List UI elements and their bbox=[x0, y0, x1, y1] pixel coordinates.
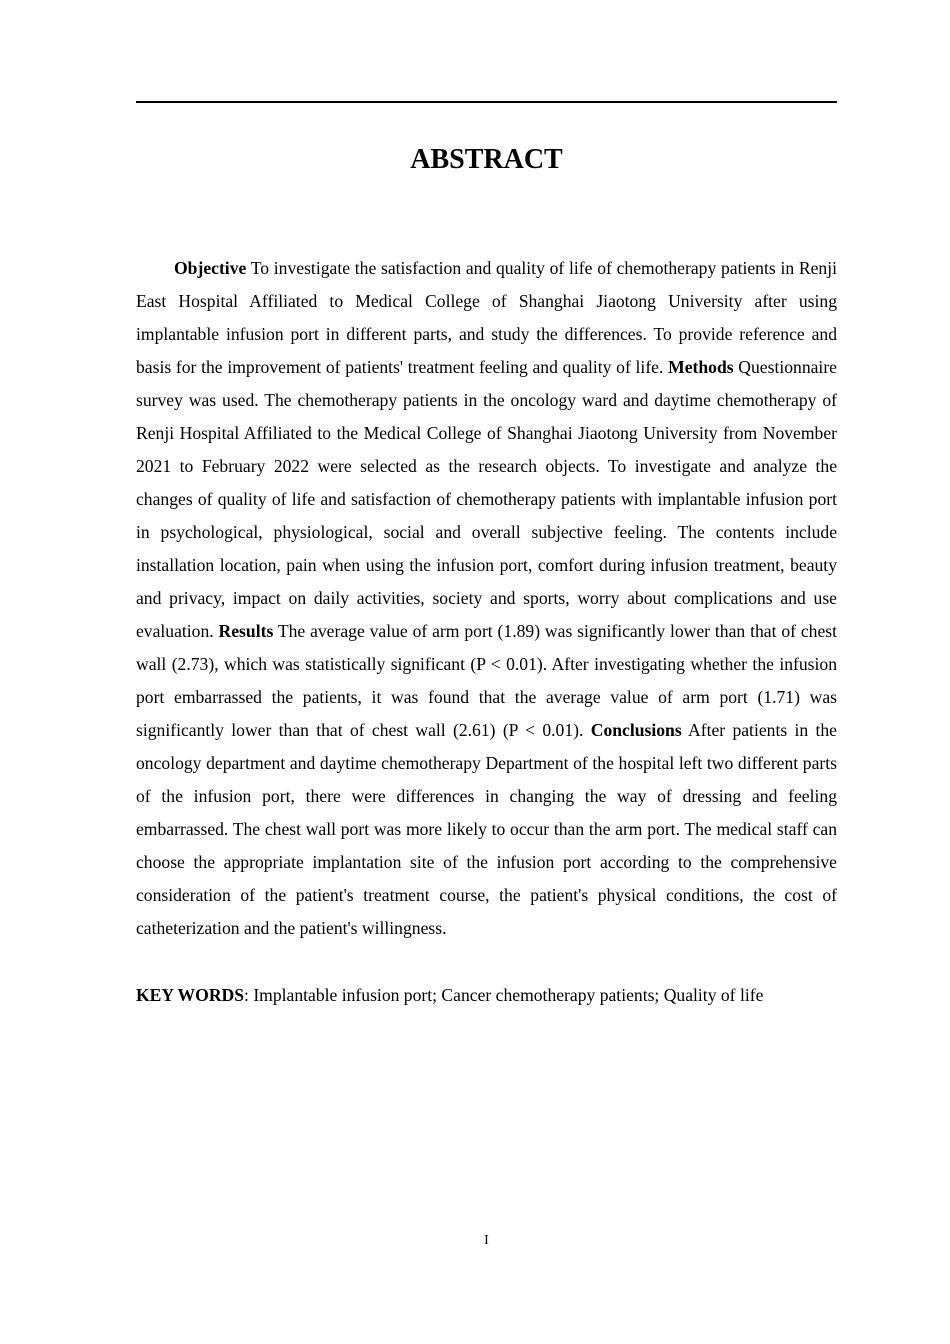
abstract-paragraph bbox=[136, 252, 837, 945]
methods-text: Questionnaire survey was used. The chemotherapy patients in the oncology ward and daytime chemotherapy of Renji Hospital Affiliated to the Medical College of Shanghai Jiaotong University from November 2021 to February 2022 were selected as the research objects. To investigate and analyze the changes of quality of life and satisfaction of chemotherapy patients with implantable infusion port in psychological, physiological, social and overall subjective feeling. The contents include installation location, pain when using the infusion port, comfort during infusion treatment, beauty and privacy, impact on daily activities, society and sports, worry about complications and use evaluation. bbox=[136, 357, 837, 641]
header-rule bbox=[136, 101, 837, 103]
conclusions-text: After patients in the oncology department and daytime chemotherapy Department of the hospital left two different parts of the infusion port, there were differences in changing the way of dressing and feeling embarrassed. The chest wall port was more likely to occur than the arm port. The medical staff can choose the appropriate implantation site of the infusion port according to the comprehensive consideration of the patient's treatment course, the patient's physical conditions, the cost of catheterization and the patient's willingness. bbox=[136, 720, 837, 938]
results-label: Results bbox=[218, 621, 274, 641]
page-title: ABSTRACT bbox=[410, 144, 563, 175]
page-number: I bbox=[484, 1233, 489, 1248]
objective-label: Objective bbox=[174, 258, 247, 278]
keywords-text: : Implantable infusion port; Cancer chemotherapy patients; Quality of life bbox=[244, 985, 764, 1005]
keywords-label: KEY WORDS bbox=[136, 985, 245, 1005]
methods-label: Methods bbox=[668, 357, 734, 377]
results-text: The average value of arm port (1.89) was significantly lower than that of chest wall (2.73), which was statistically significant (P < 0.01). After investigating whether the infusion port embarrassed the patients, it was found that the average value of arm port (1.71) was significantly lower than that of chest wall (2.61) (P < 0.01). bbox=[136, 621, 837, 740]
conclusions-label: Conclusions bbox=[590, 720, 682, 740]
keywords-line bbox=[136, 979, 837, 1012]
objective-text: To investigate the satisfaction and quality of life of chemotherapy patients in Renji East Hospital Affiliated to Medical College of Shanghai Jiaotong University after using implantable infusion port in different parts, and study the differences. To provide reference and basis for the improvement of patients' treatment feeling and quality of life. bbox=[136, 258, 837, 377]
